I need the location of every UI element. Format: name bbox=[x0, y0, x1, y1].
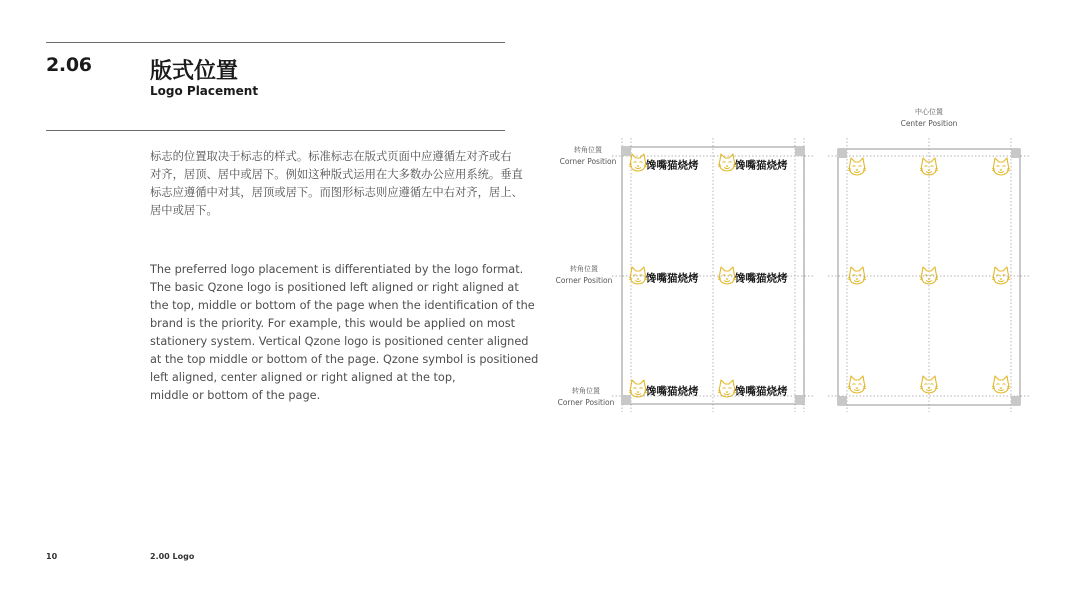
paragraph-cn-line: 标志的位置取决于标志的样式。标准标志在版式页面中应遵循左对齐或右 bbox=[150, 150, 512, 163]
center-position-label-en: Center Position bbox=[900, 119, 958, 128]
paragraph-en-line: at the top middle or bottom of the page. Qzone symbol is positioned bbox=[150, 353, 539, 366]
center-position-label-cn: 中心位置 bbox=[915, 108, 943, 116]
corner-logo bbox=[629, 267, 699, 285]
page-title-cn: 版式位置 bbox=[150, 59, 239, 84]
corner-position-label bbox=[554, 386, 618, 408]
footer-page-number: 10 bbox=[46, 552, 58, 561]
corner-block bbox=[1011, 396, 1020, 405]
page-title-en: Logo Placement bbox=[150, 84, 259, 98]
paragraph-en-line: The basic Qzone logo is positioned left aligned or right aligned at bbox=[150, 281, 519, 294]
paragraph-cn-line: 标志应遵循中对其，居顶或居下。而图形标志则应遵循左中右对齐，居上、 bbox=[150, 186, 523, 199]
corner-position-label-cn: 转角位置 bbox=[574, 146, 602, 154]
paragraph-en-line: middle or bottom of the page. bbox=[150, 389, 321, 402]
corner-block bbox=[838, 396, 847, 405]
paragraph-en-line: The preferred logo placement is differentiated by the logo format. bbox=[150, 263, 524, 276]
corner-logo bbox=[718, 154, 788, 172]
logo-wordmark: 馋嘴猫烧烤 bbox=[735, 272, 788, 285]
section-number: 2.06 bbox=[46, 54, 92, 76]
corner-position-label-en: Corner Position bbox=[559, 157, 617, 166]
corner-position-label bbox=[552, 264, 616, 286]
corner-logo bbox=[629, 380, 699, 398]
paragraph-en-line: left aligned, center aligned or right aligned at the top, bbox=[150, 371, 456, 384]
corner-block bbox=[795, 395, 804, 404]
cat-face-icon bbox=[629, 380, 647, 397]
logo-wordmark: 馋嘴猫烧烤 bbox=[646, 159, 699, 172]
cat-face-icon bbox=[848, 267, 866, 284]
center-position-label bbox=[894, 107, 964, 129]
logo-wordmark: 馋嘴猫烧烤 bbox=[735, 159, 788, 172]
corner-position-label-cn: 转角位置 bbox=[572, 387, 600, 395]
corner-position-label-en: Corner Position bbox=[557, 398, 615, 407]
cat-face-icon bbox=[848, 158, 866, 175]
corner-block bbox=[795, 147, 804, 156]
logo-wordmark: 馋嘴猫烧烤 bbox=[735, 385, 788, 398]
cat-face-icon bbox=[992, 267, 1010, 284]
corner-block bbox=[622, 147, 631, 156]
paragraph-en-line: the top, middle or bottom of the page when the identification of the bbox=[150, 299, 535, 312]
cat-face-icon bbox=[848, 376, 866, 393]
corner-block bbox=[1011, 149, 1020, 158]
paragraph-en-line: brand is the priority. For example, this would be applied on most bbox=[150, 317, 516, 330]
paragraph-en-line: stationery system. Vertical Qzone logo is positioned center aligned bbox=[150, 335, 529, 348]
corner-position-label-en: Corner Position bbox=[555, 276, 613, 285]
corner-position-label bbox=[556, 145, 620, 167]
corner-logo bbox=[718, 380, 788, 398]
footer-section: 2.00 Logo bbox=[150, 552, 195, 561]
logo-wordmark: 馋嘴猫烧烤 bbox=[646, 272, 699, 285]
corner-block bbox=[838, 149, 847, 158]
cat-face-icon bbox=[718, 380, 736, 397]
logo-wordmark: 馋嘴猫烧烤 bbox=[646, 385, 699, 398]
corner-position-label-cn: 转角位置 bbox=[570, 265, 598, 273]
cat-face-icon bbox=[992, 158, 1010, 175]
cat-face-icon bbox=[992, 376, 1010, 393]
paragraph-cn-line: 居中或居下。 bbox=[150, 204, 218, 217]
cat-face-icon bbox=[629, 267, 647, 284]
cat-face-icon bbox=[718, 154, 736, 171]
corner-logo bbox=[629, 154, 699, 172]
paragraph-cn-line: 对齐，居顶、居中或居下。例如这种版式运用在大多数办公应用系统。垂直 bbox=[150, 168, 523, 181]
cat-face-icon bbox=[629, 154, 647, 171]
corner-block bbox=[622, 395, 631, 404]
cat-face-icon bbox=[718, 267, 736, 284]
